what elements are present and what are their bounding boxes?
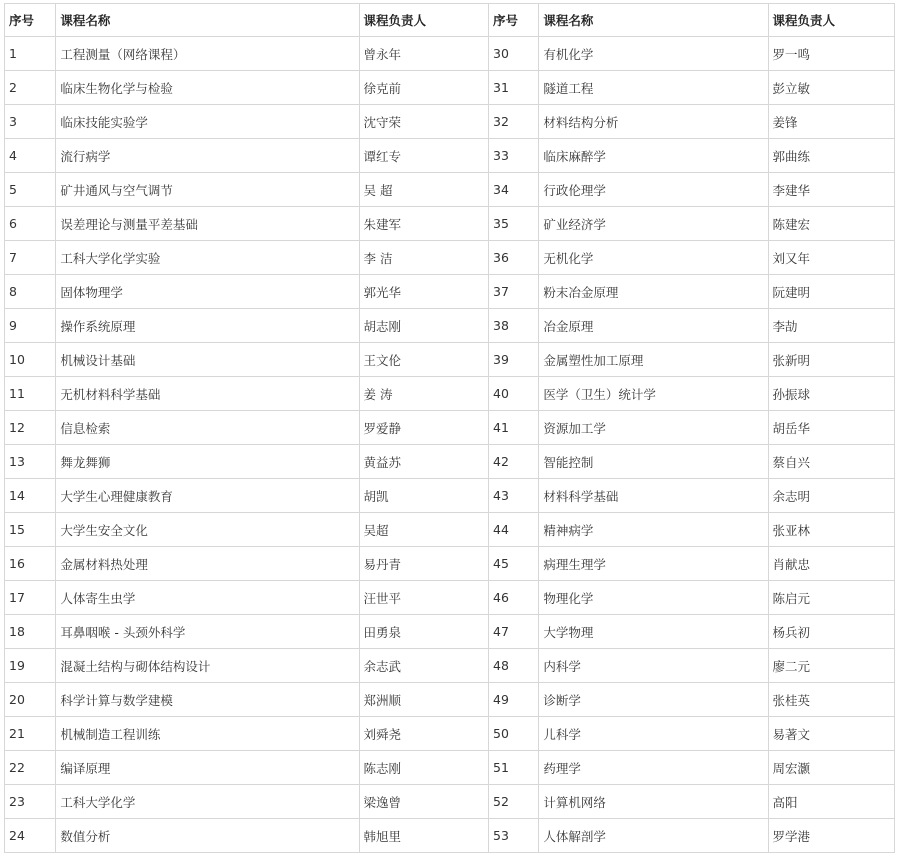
cell-instructor-right: 陈建宏 — [768, 207, 894, 241]
table-row — [5, 819, 895, 853]
cell-instructor-right: 张新明 — [768, 343, 894, 377]
cell-index-right: 47 — [489, 615, 539, 649]
table-row — [5, 37, 895, 71]
cell-index-right: 41 — [489, 411, 539, 445]
cell-instructor-left: 吴 超 — [359, 173, 488, 207]
cell-instructor-left: 刘舜尧 — [359, 717, 488, 751]
cell-course-name-left: 大学生心理健康教育 — [56, 479, 359, 513]
cell-course-name-right: 材料结构分析 — [539, 105, 768, 139]
cell-instructor-right: 彭立敏 — [768, 71, 894, 105]
cell-course-name-right: 大学物理 — [539, 615, 768, 649]
cell-index-right: 50 — [489, 717, 539, 751]
cell-instructor-left: 曾永年 — [359, 37, 488, 71]
header-course-name-left: 课程名称 — [56, 4, 359, 37]
table-row — [5, 241, 895, 275]
cell-index-left: 4 — [5, 139, 56, 173]
cell-course-name-right: 诊断学 — [539, 683, 768, 717]
cell-course-name-left: 机械设计基础 — [56, 343, 359, 377]
cell-course-name-right: 有机化学 — [539, 37, 768, 71]
cell-instructor-right: 张亚林 — [768, 513, 894, 547]
cell-index-right: 46 — [489, 581, 539, 615]
cell-course-name-right: 粉末冶金原理 — [539, 275, 768, 309]
table-row — [5, 105, 895, 139]
cell-index-left: 16 — [5, 547, 56, 581]
cell-index-right: 33 — [489, 139, 539, 173]
course-table — [4, 3, 895, 853]
cell-index-right: 45 — [489, 547, 539, 581]
cell-instructor-right: 孙振球 — [768, 377, 894, 411]
cell-instructor-left: 黄益苏 — [359, 445, 488, 479]
cell-instructor-right: 余志明 — [768, 479, 894, 513]
table-row — [5, 785, 895, 819]
cell-index-left: 5 — [5, 173, 56, 207]
cell-instructor-right: 易著文 — [768, 717, 894, 751]
cell-instructor-left: 汪世平 — [359, 581, 488, 615]
cell-instructor-right: 李建华 — [768, 173, 894, 207]
cell-index-right: 43 — [489, 479, 539, 513]
table-row — [5, 683, 895, 717]
cell-instructor-left: 梁逸曾 — [359, 785, 488, 819]
cell-course-name-right: 人体解剖学 — [539, 819, 768, 853]
cell-instructor-left: 胡凯 — [359, 479, 488, 513]
cell-index-right: 40 — [489, 377, 539, 411]
table-row — [5, 445, 895, 479]
cell-course-name-right: 无机化学 — [539, 241, 768, 275]
header-row — [5, 4, 895, 37]
cell-instructor-right: 郭曲练 — [768, 139, 894, 173]
cell-instructor-left: 李 洁 — [359, 241, 488, 275]
cell-index-right: 49 — [489, 683, 539, 717]
table-row — [5, 751, 895, 785]
cell-course-name-left: 机械制造工程训练 — [56, 717, 359, 751]
cell-instructor-left: 徐克前 — [359, 71, 488, 105]
table-row — [5, 411, 895, 445]
cell-course-name-left: 舞龙舞狮 — [56, 445, 359, 479]
header-index-right: 序号 — [489, 4, 539, 37]
table-row — [5, 547, 895, 581]
cell-course-name-right: 病理生理学 — [539, 547, 768, 581]
cell-course-name-right: 精神病学 — [539, 513, 768, 547]
table-row — [5, 479, 895, 513]
cell-index-left: 14 — [5, 479, 56, 513]
cell-course-name-right: 医学（卫生）统计学 — [539, 377, 768, 411]
cell-course-name-right: 行政伦理学 — [539, 173, 768, 207]
cell-index-left: 8 — [5, 275, 56, 309]
cell-course-name-left: 临床技能实验学 — [56, 105, 359, 139]
cell-index-right: 35 — [489, 207, 539, 241]
cell-course-name-left: 耳鼻咽喉 - 头颈外科学 — [56, 615, 359, 649]
cell-instructor-right: 姜锋 — [768, 105, 894, 139]
cell-index-right: 36 — [489, 241, 539, 275]
cell-index-left: 17 — [5, 581, 56, 615]
cell-course-name-right: 隧道工程 — [539, 71, 768, 105]
cell-course-name-left: 流行病学 — [56, 139, 359, 173]
cell-index-left: 7 — [5, 241, 56, 275]
table-row — [5, 343, 895, 377]
cell-course-name-left: 操作系统原理 — [56, 309, 359, 343]
cell-instructor-right: 周宏灏 — [768, 751, 894, 785]
cell-course-name-right: 物理化学 — [539, 581, 768, 615]
cell-course-name-right: 矿业经济学 — [539, 207, 768, 241]
cell-course-name-left: 临床生物化学与检验 — [56, 71, 359, 105]
cell-instructor-left: 沈守荣 — [359, 105, 488, 139]
cell-instructor-left: 姜 涛 — [359, 377, 488, 411]
cell-course-name-left: 工科大学化学实验 — [56, 241, 359, 275]
cell-course-name-right: 内科学 — [539, 649, 768, 683]
cell-index-right: 32 — [489, 105, 539, 139]
table-row — [5, 275, 895, 309]
cell-course-name-left: 固体物理学 — [56, 275, 359, 309]
course-table-body — [5, 37, 895, 853]
table-row — [5, 309, 895, 343]
cell-course-name-left: 科学计算与数学建模 — [56, 683, 359, 717]
cell-course-name-right: 儿科学 — [539, 717, 768, 751]
cell-instructor-right: 高阳 — [768, 785, 894, 819]
cell-instructor-left: 田勇泉 — [359, 615, 488, 649]
cell-instructor-left: 罗爱静 — [359, 411, 488, 445]
cell-instructor-left: 郭光华 — [359, 275, 488, 309]
cell-index-right: 44 — [489, 513, 539, 547]
cell-instructor-right: 刘又年 — [768, 241, 894, 275]
cell-instructor-right: 胡岳华 — [768, 411, 894, 445]
cell-course-name-left: 混凝土结构与砌体结构设计 — [56, 649, 359, 683]
table-row — [5, 207, 895, 241]
cell-instructor-left: 韩旭里 — [359, 819, 488, 853]
cell-instructor-right: 张桂英 — [768, 683, 894, 717]
cell-index-left: 10 — [5, 343, 56, 377]
cell-index-right: 39 — [489, 343, 539, 377]
cell-index-right: 52 — [489, 785, 539, 819]
table-row — [5, 513, 895, 547]
cell-index-right: 38 — [489, 309, 539, 343]
cell-instructor-right: 廖二元 — [768, 649, 894, 683]
cell-instructor-left: 陈志刚 — [359, 751, 488, 785]
cell-index-left: 18 — [5, 615, 56, 649]
header-course-name-right: 课程名称 — [539, 4, 768, 37]
cell-course-name-right: 计算机网络 — [539, 785, 768, 819]
cell-index-left: 13 — [5, 445, 56, 479]
cell-instructor-right: 杨兵初 — [768, 615, 894, 649]
cell-course-name-left: 误差理论与测量平差基础 — [56, 207, 359, 241]
cell-instructor-left: 余志武 — [359, 649, 488, 683]
cell-instructor-right: 肖献忠 — [768, 547, 894, 581]
cell-instructor-left: 易丹青 — [359, 547, 488, 581]
cell-instructor-right: 陈启元 — [768, 581, 894, 615]
cell-course-name-left: 金属材料热处理 — [56, 547, 359, 581]
cell-index-right: 34 — [489, 173, 539, 207]
cell-course-name-right: 材料科学基础 — [539, 479, 768, 513]
cell-index-left: 11 — [5, 377, 56, 411]
cell-course-name-right: 冶金原理 — [539, 309, 768, 343]
cell-instructor-left: 胡志刚 — [359, 309, 488, 343]
table-row — [5, 717, 895, 751]
cell-course-name-left: 矿井通风与空气调节 — [56, 173, 359, 207]
cell-index-right: 48 — [489, 649, 539, 683]
table-row — [5, 377, 895, 411]
cell-index-left: 1 — [5, 37, 56, 71]
cell-course-name-left: 工科大学化学 — [56, 785, 359, 819]
cell-instructor-right: 蔡自兴 — [768, 445, 894, 479]
cell-index-left: 12 — [5, 411, 56, 445]
table-row — [5, 581, 895, 615]
cell-course-name-right: 药理学 — [539, 751, 768, 785]
cell-index-left: 6 — [5, 207, 56, 241]
cell-course-name-left: 无机材料科学基础 — [56, 377, 359, 411]
cell-index-left: 15 — [5, 513, 56, 547]
cell-index-right: 37 — [489, 275, 539, 309]
cell-course-name-left: 工程测量（网络课程） — [56, 37, 359, 71]
cell-index-right: 42 — [489, 445, 539, 479]
table-row — [5, 173, 895, 207]
table-row — [5, 71, 895, 105]
cell-course-name-right: 临床麻醉学 — [539, 139, 768, 173]
cell-instructor-right: 罗学港 — [768, 819, 894, 853]
cell-course-name-left: 人体寄生虫学 — [56, 581, 359, 615]
cell-index-right: 51 — [489, 751, 539, 785]
cell-instructor-left: 谭红专 — [359, 139, 488, 173]
cell-instructor-left: 郑洲顺 — [359, 683, 488, 717]
cell-index-left: 9 — [5, 309, 56, 343]
cell-instructor-right: 阮建明 — [768, 275, 894, 309]
cell-instructor-left: 吴超 — [359, 513, 488, 547]
cell-index-left: 22 — [5, 751, 56, 785]
cell-index-left: 3 — [5, 105, 56, 139]
cell-index-left: 20 — [5, 683, 56, 717]
cell-course-name-left: 信息检索 — [56, 411, 359, 445]
cell-course-name-right: 智能控制 — [539, 445, 768, 479]
header-instructor-left: 课程负责人 — [359, 4, 488, 37]
table-row — [5, 649, 895, 683]
cell-index-right: 53 — [489, 819, 539, 853]
cell-index-left: 19 — [5, 649, 56, 683]
table-row — [5, 139, 895, 173]
cell-instructor-left: 王文伦 — [359, 343, 488, 377]
header-index-left: 序号 — [5, 4, 56, 37]
cell-course-name-right: 资源加工学 — [539, 411, 768, 445]
cell-index-left: 21 — [5, 717, 56, 751]
cell-instructor-right: 罗一鸣 — [768, 37, 894, 71]
cell-course-name-left: 数值分析 — [56, 819, 359, 853]
cell-index-left: 23 — [5, 785, 56, 819]
table-row — [5, 615, 895, 649]
cell-index-left: 24 — [5, 819, 56, 853]
cell-instructor-left: 朱建军 — [359, 207, 488, 241]
cell-course-name-left: 编译原理 — [56, 751, 359, 785]
cell-course-name-right: 金属塑性加工原理 — [539, 343, 768, 377]
cell-index-left: 2 — [5, 71, 56, 105]
cell-course-name-left: 大学生安全文化 — [56, 513, 359, 547]
cell-index-right: 30 — [489, 37, 539, 71]
cell-instructor-right: 李劼 — [768, 309, 894, 343]
cell-index-right: 31 — [489, 71, 539, 105]
header-instructor-right: 课程负责人 — [768, 4, 894, 37]
